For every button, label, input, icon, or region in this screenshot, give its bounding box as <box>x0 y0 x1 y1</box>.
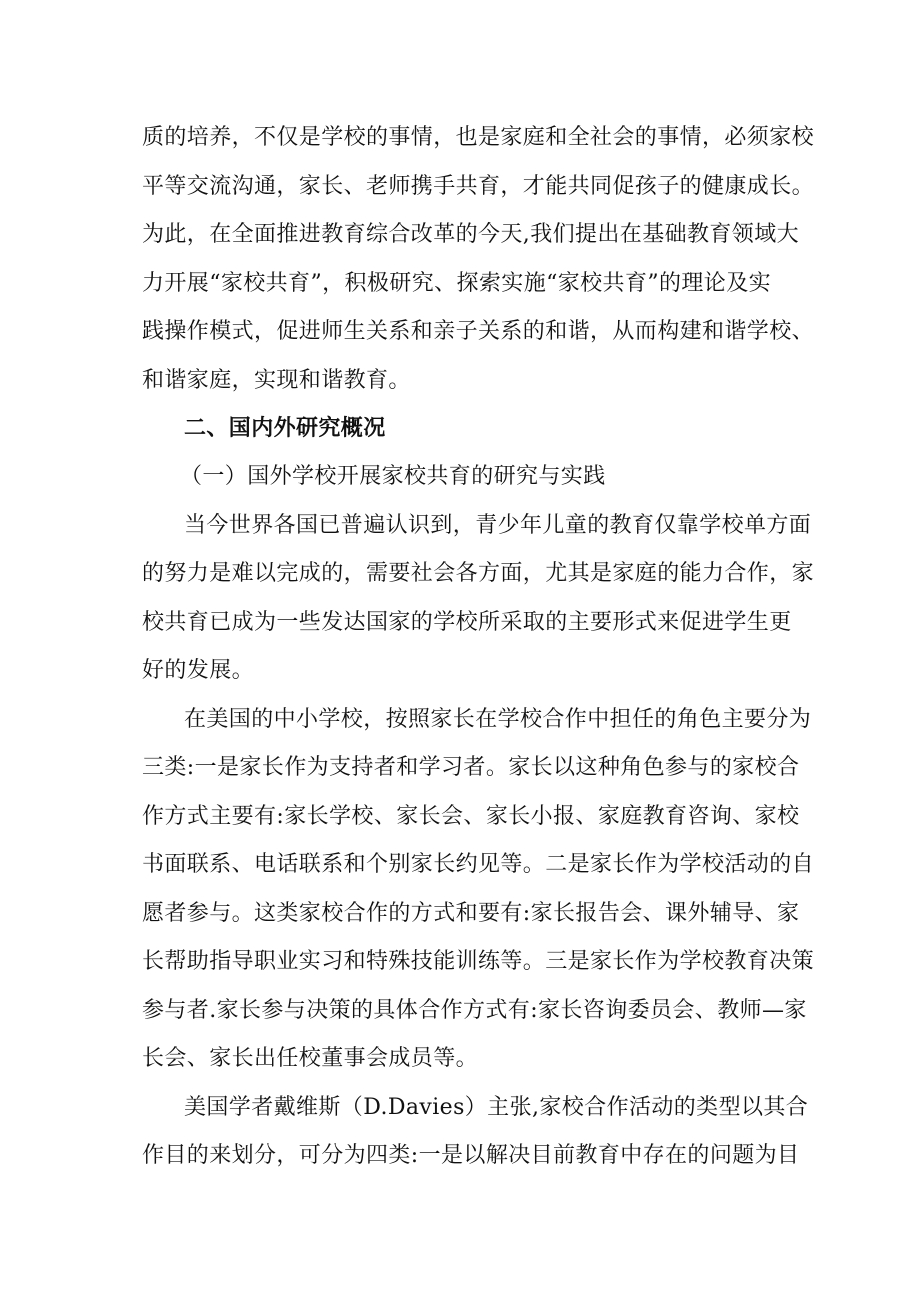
paragraph-line: 作目的来划分，可分为四类:一是以解决目前教育中存在的问题为目 <box>142 1143 800 1168</box>
paragraph-line: 平等交流沟通，家长、老师携手共育，才能共同促孩子的健康成长。 <box>142 174 815 199</box>
paragraph-line: 长会、家长出任校董事会成员等。 <box>142 1046 479 1071</box>
paragraph-line: 质的培养，不仅是学校的事情，也是家庭和全社会的事情，必须家校 <box>142 125 815 150</box>
paragraph-line: 愿者参与。这类家校合作的方式和要有:家长报告会、课外辅导、家 <box>142 901 800 926</box>
subsection-heading: （一）国外学校开展家校共育的研究与实践 <box>180 464 606 489</box>
paragraph-line: 美国学者戴维斯（D.Davies）主张,家校合作活动的类型以其合 <box>184 1095 809 1120</box>
paragraph-line: 参与者.家长参与决策的具体合作方式有:家长咨询委员会、教师—家 <box>142 998 807 1023</box>
paragraph-line: 为此，在全面推进教育综合改革的今天,我们提出在基础教育领域大 <box>142 222 799 247</box>
paragraph-line: 好的发展。 <box>142 658 255 683</box>
paragraph-line: 校共育已成为一些发达国家的学校所采取的主要形式来促进学生更 <box>142 610 792 635</box>
section-heading: 二、国内外研究概况 <box>184 415 386 441</box>
paragraph-line: 在美国的中小学校，按照家长在学校合作中担任的角色主要分为 <box>184 707 812 732</box>
paragraph-line: 作方式主要有:家长学校、家长会、家长小报、家庭教育咨询、家校 <box>142 804 800 829</box>
paragraph-line: 践操作模式，促进师生关系和亲子关系的和谐，从而构建和谐学校、 <box>142 319 815 344</box>
paragraph-line: 三类:一是家长作为支持者和学习者。家长以这种角色参与的家校合 <box>142 755 800 780</box>
paragraph-line: 和谐家庭，实现和谐教育。 <box>142 368 411 393</box>
paragraph-line: 长帮助指导职业实习和特殊技能训练等。三是家长作为学校教育决策 <box>142 949 815 974</box>
paragraph-line: 书面联系、电话联系和个别家长约见等。二是家长作为学校活动的自 <box>142 852 815 877</box>
paragraph-line: 力开展“家校共育”，积极研究、探索实施“家校共育”的理论及实 <box>142 271 771 296</box>
paragraph-line: 的努力是难以完成的，需要社会各方面，尤其是家庭的能力合作，家 <box>142 561 815 586</box>
paragraph-line: 当今世界各国已普遍认识到，青少年儿童的教育仅靠学校单方面 <box>184 513 812 538</box>
